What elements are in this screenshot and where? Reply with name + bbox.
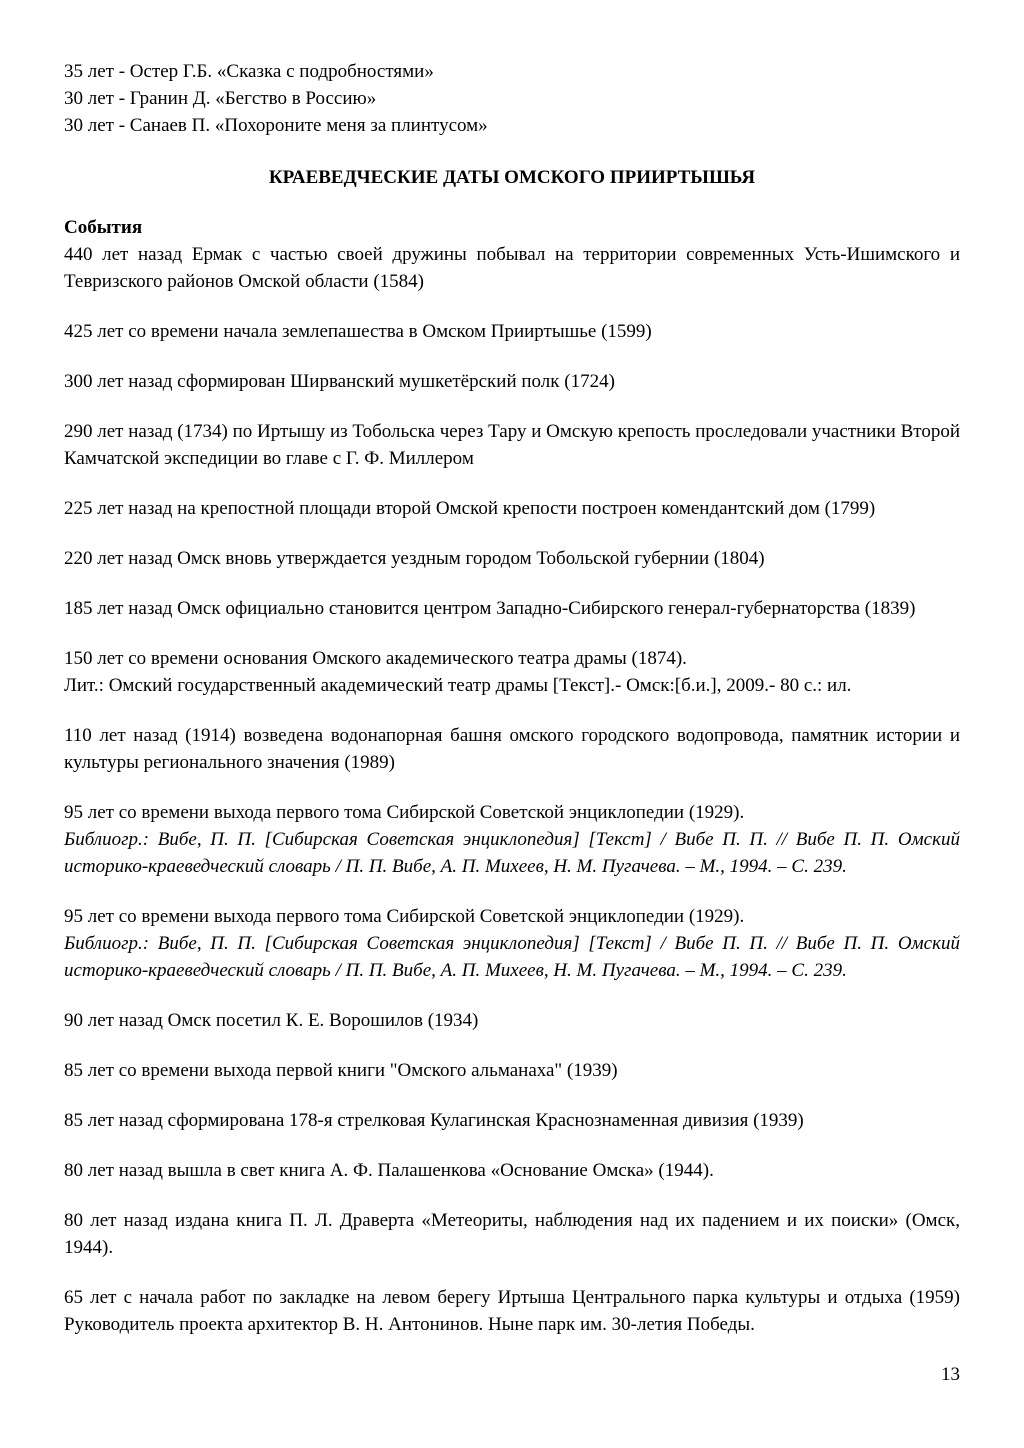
event-text: 65 лет с начала работ по закладке на левом берегу Иртыша Центрального парка культуры и отдыха (1959) Руководитель проекта архитектор В. Н. Антонинов. Ныне парк им. 30-летия Победы. <box>64 1287 960 1335</box>
event-text: 95 лет со времени выхода первого тома Сибирской Советской энциклопедии (1929). <box>64 802 745 823</box>
event-text: 95 лет со времени выхода первого тома Сибирской Советской энциклопедии (1929). <box>64 906 745 927</box>
event-paragraph <box>64 545 960 572</box>
anniversary-item: 30 лет - Санаев П. «Похороните меня за плинтусом» <box>64 115 488 136</box>
event-reference: Лит.: Омский государственный академический театр драмы [Текст].- Омск:[б.и.], 2009.- 80 с.: ил. <box>64 675 852 696</box>
event-text: 225 лет назад на крепостной площади второй Омской крепости построен комендантский дом (1799) <box>64 498 876 519</box>
event-paragraph <box>64 241 960 295</box>
anniversary-list <box>64 58 960 139</box>
event-paragraph <box>64 318 960 345</box>
event-text: 80 лет назад издана книга П. Л. Драверта «Метеориты, наблюдения над их падением и их поиски» (Омск, 1944). <box>64 1210 960 1258</box>
event-paragraph <box>64 799 960 880</box>
event-reference: Библиогр.: Вибе, П. П. [Сибирская Советская энциклопедия] [Текст] / Вибе П. П. // Вибе П. П. Омский историко-краеведческий словарь / П. П. Вибе, А. П. Михеев, Н. М. Пугачева. – М., 1994. – С. 239. <box>64 829 960 877</box>
section-title: КРАЕВЕДЧЕСКИЕ ДАТЫ ОМСКОГО ПРИИРТЫШЬЯ <box>268 167 756 188</box>
event-paragraph <box>64 722 960 776</box>
event-text: 85 лет назад сформирована 178-я стрелковая Кулагинская Краснознаменная дивизия (1939) <box>64 1110 804 1131</box>
event-text: 290 лет назад (1734) по Иртышу из Тобольска через Тару и Омскую крепость проследовали участники Второй Камчатской экспедиции во главе с Г. Ф. Миллером <box>64 421 960 469</box>
page-number: 13 <box>941 1364 960 1385</box>
event-paragraph <box>64 495 960 522</box>
section-subheading: События <box>64 217 143 238</box>
event-paragraph <box>64 1107 960 1134</box>
event-text: 80 лет назад вышла в свет книга А. Ф. Палашенкова «Основание Омска» (1944). <box>64 1160 714 1181</box>
event-paragraph <box>64 368 960 395</box>
anniversary-item: 30 лет - Гранин Д. «Бегство в Россию» <box>64 88 377 109</box>
event-paragraph <box>64 1284 960 1338</box>
event-text: 85 лет со времени выхода первой книги "Омского альманаха" (1939) <box>64 1060 618 1081</box>
event-text: 425 лет со времени начала землепашества в Омском Прииртышье (1599) <box>64 321 652 342</box>
event-paragraph <box>64 418 960 472</box>
event-paragraph <box>64 1207 960 1261</box>
event-paragraph <box>64 1057 960 1084</box>
event-paragraph <box>64 1007 960 1034</box>
event-reference: Библиогр.: Вибе, П. П. [Сибирская Советская энциклопедия] [Текст] / Вибе П. П. // Вибе П. П. Омский историко-краеведческий словарь / П. П. Вибе, А. П. Михеев, Н. М. Пугачева. – М., 1994. – С. 239. <box>64 933 960 981</box>
event-text: 110 лет назад (1914) возведена водонапорная башня омского городского водопровода, памятник истории и культуры регионального значения (1989) <box>64 725 960 773</box>
event-text: 220 лет назад Омск вновь утверждается уездным городом Тобольской губернии (1804) <box>64 548 765 569</box>
event-paragraph <box>64 1157 960 1184</box>
event-text: 185 лет назад Омск официально становится центром Западно-Сибирского генерал-губернаторства (1839) <box>64 598 916 619</box>
event-paragraph <box>64 595 960 622</box>
event-paragraph <box>64 903 960 984</box>
anniversary-item: 35 лет - Остер Г.Б. «Сказка с подробностями» <box>64 61 434 82</box>
event-text: 90 лет назад Омск посетил К. Е. Ворошилов (1934) <box>64 1010 479 1031</box>
event-text: 300 лет назад сформирован Ширванский мушкетёрский полк (1724) <box>64 371 615 392</box>
event-text: 440 лет назад Ермак с частью своей дружины побывал на территории современных Усть-Ишимского и Тевризского районов Омской области (1584) <box>64 244 960 292</box>
event-text: 150 лет со времени основания Омского академического театра драмы (1874). <box>64 648 687 669</box>
event-paragraph <box>64 645 960 699</box>
